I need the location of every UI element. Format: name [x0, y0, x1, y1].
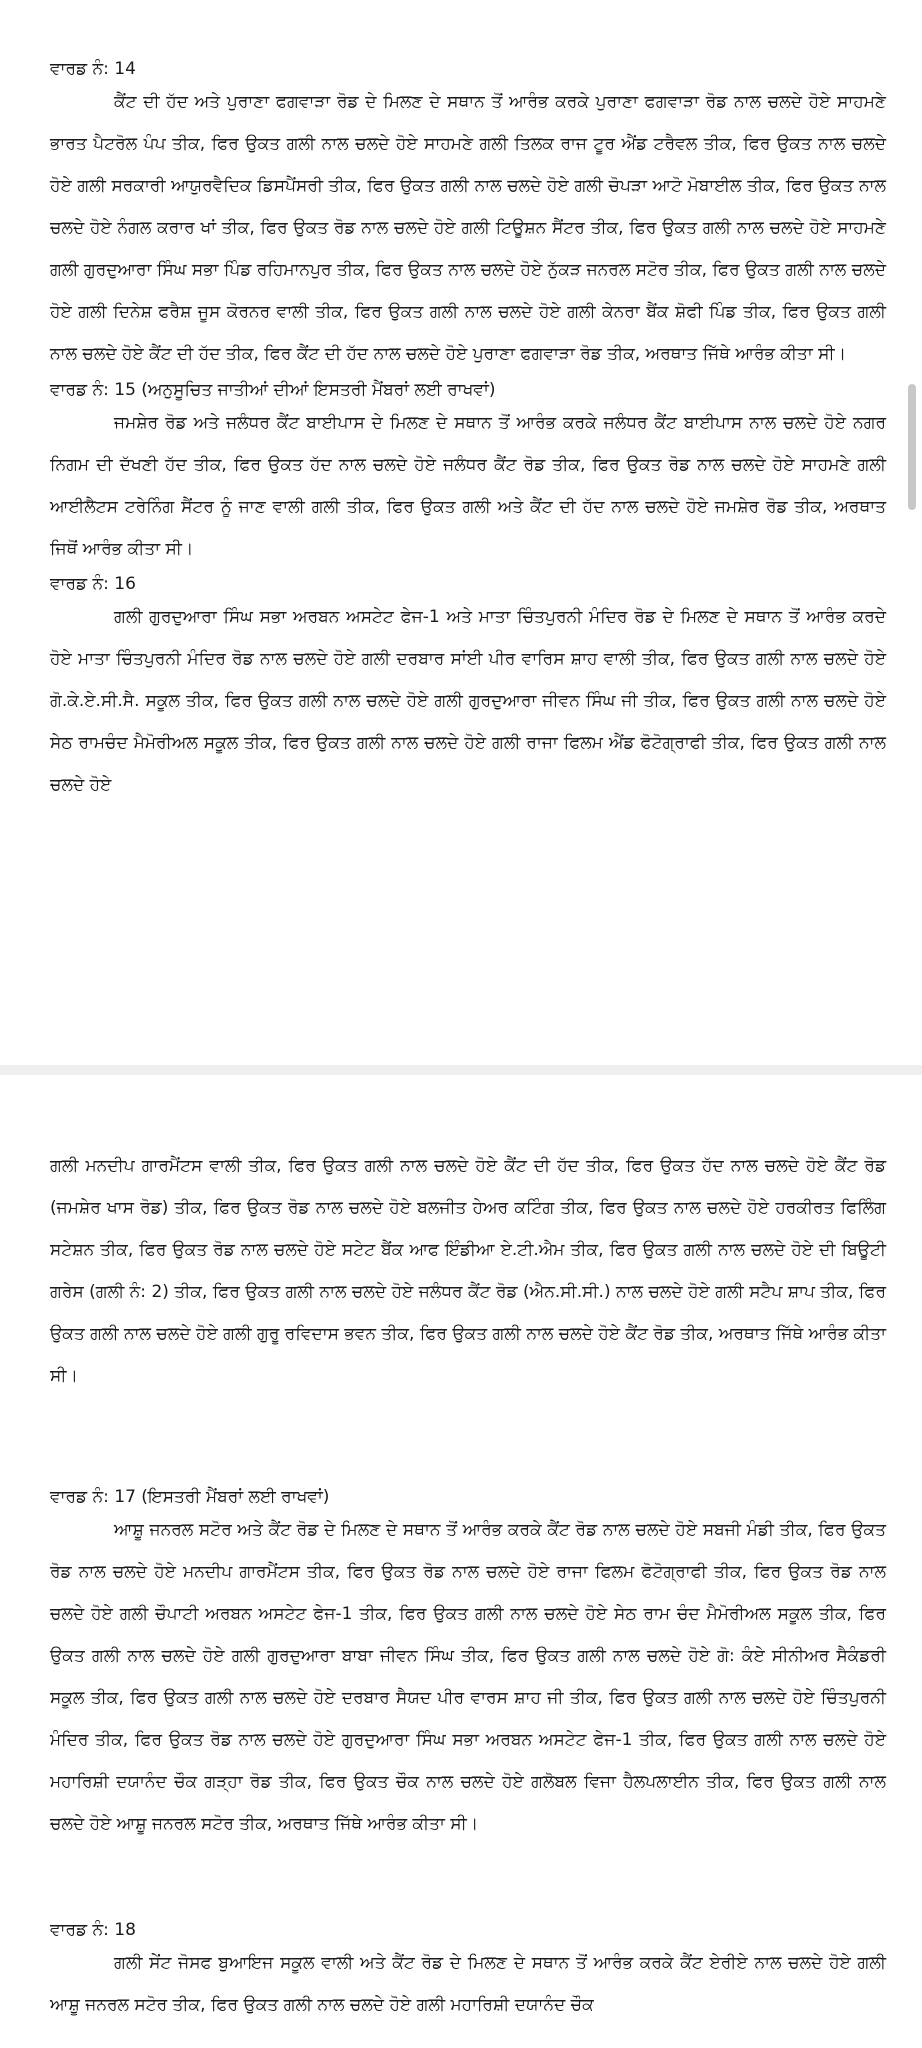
ward-14-heading: ਵਾਰਡ ਨੰ: 14	[50, 59, 136, 79]
ward-16-heading: ਵਾਰਡ ਨੰ: 16	[50, 574, 136, 594]
ward-17-heading: ਵਾਰਡ ਨੰ: 17 (ਇਸਤਰੀ ਮੈਂਬਰਾਂ ਲਈ ਰਾਖਵਾਂ)	[50, 1487, 330, 1507]
scrollbar-thumb[interactable]	[908, 384, 916, 510]
ward-15-description: ਜਮਸ਼ੇਰ ਰੋਡ ਅਤੇ ਜਲੰਧਰ ਕੈਂਟ ਬਾਈਪਾਸ ਦੇ ਮਿਲਣ ਦੇ ਸਥਾਨ ਤੋਂ ਆਰੰਭ ਕਰਕੇ ਜਲੰਧਰ ਕੈਂਟ ਬਾਈਪਾਸ ਨਾਲ ਚਲਦੇ ਹੋਏ ਨਗਰ ਨਿਗਮ ਦੀ ਦੱਖਣੀ ਹੱਦ ਤੀਕ, ਫਿਰ ਉਕਤ ਹੱਦ ਨਾਲ ਚਲਦੇ ਹੋਏ ਜਲੰਧਰ ਕੈਂਟ ਰੋਡ ਤੀਕ, ਫਿਰ ਉਕਤ ਰੋਡ ਨਾਲ ਚਲਦੇ ਹੋਏ ਸਾਹਮਣੇ ਗਲੀ ਆਈਲੈਟਸ ਟਰੇਨਿੰਗ ਸੈਂਟਰ ਨੂੰ ਜਾਣ ਵਾਲੀ ਗਲੀ ਤੀਕ, ਫਿਰ ਉਕਤ ਗਲੀ ਅਤੇ ਕੈਂਟ ਦੀ ਹੱਦ ਨਾਲ ਚਲਦੇ ਹੋਏ ਜਮਸ਼ੇਰ ਰੋਡ ਤੀਕ, ਅਰਥਾਤ ਜਿਥੋਂ ਆਰੰਭ ਕੀਤਾ ਸੀ।	[50, 413, 886, 559]
ward-16-continuation: ਗਲੀ ਮਨਦੀਪ ਗਾਰਮੈਂਟਸ ਵਾਲੀ ਤੀਕ, ਫਿਰ ਉਕਤ ਗਲੀ ਨਾਲ ਚਲਦੇ ਹੋਏ ਕੈਂਟ ਦੀ ਹੱਦ ਤੀਕ, ਫਿਰ ਉਕਤ ਹੱਦ ਨਾਲ ਚਲਦੇ ਹੋਏ ਕੈਂਟ ਰੋਡ (ਜਮਸ਼ੇਰ ਖਾਸ ਰੋਡ) ਤੀਕ, ਫਿਰ ਉਕਤ ਰੋਡ ਨਾਲ ਚਲਦੇ ਹੋਏ ਬਲਜੀਤ ਹੇਅਰ ਕਟਿੰਗ ਤੀਕ, ਫਿਰ ਉਕਤ ਨਾਲ ਚਲਦੇ ਹੋਏ ਹਰਕੀਰਤ ਫਿਲਿੰਗ ਸਟੇਸ਼ਨ ਤੀਕ, ਫਿਰ ਉਕਤ ਰੋਡ ਨਾਲ ਚਲਦੇ ਹੋਏ ਸਟੇਟ ਬੈਂਕ ਆਫ ਇੰਡੀਆ ਏ.ਟੀ.ਐਮ ਤੀਕ, ਫਿਰ ਉਕਤ ਗਲੀ ਨਾਲ ਚਲਦੇ ਹੋਏ ਦੀ ਬਿਊਟੀ ਗਰੇਸ (ਗਲੀ ਨੰ: 2) ਤੀਕ, ਫਿਰ ਉਕਤ ਗਲੀ ਨਾਲ ਚਲਦੇ ਹੋਏ ਜਲੰਧਰ ਕੈਂਟ ਰੋਡ (ਐਨ.ਸੀ.ਸੀ.) ਨਾਲ ਚਲਦੇ ਹੋਏ ਗਲੀ ਸਟੈਪ ਸ਼ਾਪ ਤੀਕ, ਫਿਰ ਉਕਤ ਗਲੀ ਨਾਲ ਚਲਦੇ ਹੋਏ ਗਲੀ ਗੁਰੂ ਰਵਿਦਾਸ ਭਵਨ ਤੀਕ, ਫਿਰ ਉਕਤ ਗਲੀ ਨਾਲ ਚਲਦੇ ਹੋਏ ਕੈਂਟ ਰੋਡ ਤੀਕ, ਅਰਥਾਤ ਜਿੱਥੇ ਆਰੰਭ ਕੀਤਾ ਸੀ।	[50, 1156, 886, 1386]
document-page-2	[0, 1075, 922, 2048]
ward-18-heading: ਵਾਰਡ ਨੰ: 18	[50, 1920, 136, 1940]
page-separator	[0, 1065, 922, 1075]
ward-14-description: ਕੈਂਟ ਦੀ ਹੱਦ ਅਤੇ ਪੁਰਾਣਾ ਫਗਵਾੜਾ ਰੋਡ ਦੇ ਮਿਲਣ ਦੇ ਸਥਾਨ ਤੋਂ ਆਰੰਭ ਕਰਕੇ ਪੁਰਾਣਾ ਫਗਵਾੜਾ ਰੋਡ ਨਾਲ ਚਲਦੇ ਹੋਏ ਸਾਹਮਣੇ ਭਾਰਤ ਪੈਟਰੋਲ ਪੰਪ ਤੀਕ, ਫਿਰ ਉਕਤ ਗਲੀ ਨਾਲ ਚਲਦੇ ਹੋਏ ਸਾਹਮਣੇ ਗਲੀ ਤਿਲਕ ਰਾਜ ਟੂਰ ਐਂਡ ਟਰੈਵਲ ਤੀਕ, ਫਿਰ ਉਕਤ ਨਾਲ ਚਲਦੇ ਹੋਏ ਗਲੀ ਸਰਕਾਰੀ ਆਯੁਰਵੈਦਿਕ ਡਿਸਪੈਂਸਰੀ ਤੀਕ, ਫਿਰ ਉਕਤ ਗਲੀ ਨਾਲ ਚਲਦੇ ਹੋਏ ਗਲੀ ਚੋਪੜਾ ਆਟੋ ਮੋਬਾਈਲ ਤੀਕ, ਫਿਰ ਉਕਤ ਨਾਲ ਚਲਦੇ ਹੋਏ ਨੰਗਲ ਕਰਾਰ ਖਾਂ ਤੀਕ, ਫਿਰ ਉਕਤ ਰੋਡ ਨਾਲ ਚਲਦੇ ਹੋਏ ਗਲੀ ਟਿਊਸ਼ਨ ਸੈਂਟਰ ਤੀਕ, ਫਿਰ ਉਕਤ ਗਲੀ ਨਾਲ ਚਲਦੇ ਹੋਏ ਸਾਹਮਣੇ ਗਲੀ ਗੁਰਦੁਆਰਾ ਸਿੰਘ ਸਭਾ ਪਿੰਡ ਰਹਿਮਾਨਪੁਰ ਤੀਕ, ਫਿਰ ਉਕਤ ਨਾਲ ਚਲਦੇ ਹੋਏ ਨੁੱਕੜ ਜਨਰਲ ਸਟੋਰ ਤੀਕ, ਫਿਰ ਉਕਤ ਗਲੀ ਨਾਲ ਚਲਦੇ ਹੋਏ ਗਲੀ ਦਿਨੇਸ਼ ਫਰੈਸ਼ ਜੂਸ ਕੋਰਨਰ ਵਾਲੀ ਤੀਕ, ਫਿਰ ਉਕਤ ਗਲੀ ਨਾਲ ਚਲਦੇ ਹੋਏ ਗਲੀ ਕੇਨਰਾ ਬੈਂਕ ਸ਼ੋਫੀ ਪਿੰਡ ਤੀਕ, ਫਿਰ ਉਕਤ ਗਲੀ ਨਾਲ ਚਲਦੇ ਹੋਏ ਕੈਂਟ ਦੀ ਹੱਦ ਤੀਕ, ਫਿਰ ਕੈਂਟ ਦੀ ਹੱਦ ਨਾਲ ਚਲਦੇ ਹੋਏ ਪੁਰਾਣਾ ਫਗਵਾੜਾ ਰੋਡ ਤੀਕ, ਅਰਥਾਤ ਜਿੱਥੇ ਆਰੰਭ ਕੀਤਾ ਸੀ।	[50, 92, 886, 364]
ward-16-description: ਗਲੀ ਗੁਰਦੁਆਰਾ ਸਿੰਘ ਸਭਾ ਅਰਬਨ ਅਸਟੇਟ ਫੇਜ-1 ਅਤੇ ਮਾਤਾ ਚਿੰਤਪੁਰਨੀ ਮੰਦਿਰ ਰੋਡ ਦੇ ਮਿਲਣ ਦੇ ਸਥਾਨ ਤੋਂ ਆਰੰਭ ਕਰਦੇ ਹੋਏ ਮਾਤਾ ਚਿੰਤਪੁਰਨੀ ਮੰਦਿਰ ਰੋਡ ਨਾਲ ਚਲਦੇ ਹੋਏ ਗਲੀ ਦਰਬਾਰ ਸਾਂਈ ਪੀਰ ਵਾਰਿਸ ਸ਼ਾਹ ਵਾਲੀ ਤੀਕ, ਫਿਰ ਉਕਤ ਗਲੀ ਨਾਲ ਚਲਦੇ ਹੋਏ ਗੋ.ਕੇ.ਏ.ਸੀ.ਸੈ. ਸਕੂਲ ਤੀਕ, ਫਿਰ ਉਕਤ ਗਲੀ ਨਾਲ ਚਲਦੇ ਹੋਏ ਗਲੀ ਗੁਰਦੁਆਰਾ ਜੀਵਨ ਸਿੰਘ ਜੀ ਤੀਕ, ਫਿਰ ਉਕਤ ਗਲੀ ਨਾਲ ਚਲਦੇ ਹੋਏ ਸੇਠ ਰਾਮਚੰਦ ਮੈਮੋਰੀਅਲ ਸਕੂਲ ਤੀਕ, ਫਿਰ ਉਕਤ ਗਲੀ ਨਾਲ ਚਲਦੇ ਹੋਏ ਗਲੀ ਰਾਜਾ ਫਿਲਮ ਐਂਡ ਫੋਟੋਗ੍ਰਾਫੀ ਤੀਕ, ਫਿਰ ਉਕਤ ਗਲੀ ਨਾਲ ਚਲਦੇ ਹੋਏ	[50, 607, 886, 795]
ward-17-description: ਆਸ਼ੂ ਜਨਰਲ ਸਟੋਰ ਅਤੇ ਕੈਂਟ ਰੋਡ ਦੇ ਮਿਲਣ ਦੇ ਸਥਾਨ ਤੋਂ ਆਰੰਭ ਕਰਕੇ ਕੈਂਟ ਰੋਡ ਨਾਲ ਚਲਦੇ ਹੋਏ ਸਬਜੀ ਮੰਡੀ ਤੀਕ, ਫਿਰ ਉਕਤ ਰੋਡ ਨਾਲ ਚਲਦੇ ਹੋਏ ਮਨਦੀਪ ਗਾਰਮੈਂਟਸ ਤੀਕ, ਫਿਰ ਉਕਤ ਰੋਡ ਨਾਲ ਚਲਦੇ ਹੋਏ ਰਾਜਾ ਫਿਲਮ ਫੋਟੋਗ੍ਰਾਫੀ ਤੀਕ, ਫਿਰ ਉਕਤ ਰੋਡ ਨਾਲ ਚਲਦੇ ਹੋਏ ਗਲੀ ਚੌਪਾਟੀ ਅਰਬਨ ਅਸਟੇਟ ਫੇਜ-1 ਤੀਕ, ਫਿਰ ਉਕਤ ਗਲੀ ਨਾਲ ਚਲਦੇ ਹੋਏ ਸੇਠ ਰਾਮ ਚੰਦ ਮੈਮੋਰੀਅਲ ਸਕੂਲ ਤੀਕ, ਫਿਰ ਉਕਤ ਗਲੀ ਨਾਲ ਚਲਦੇ ਹੋਏ ਗਲੀ ਗੁਰਦੁਆਰਾ ਬਾਬਾ ਜੀਵਨ ਸਿੰਘ ਤੀਕ, ਫਿਰ ਉਕਤ ਗਲੀ ਨਾਲ ਚਲਦੇ ਹੋਏ ਗੋ: ਕੰਏ ਸੀਨੀਅਰ ਸੈਕੰਡਰੀ ਸਕੂਲ ਤੀਕ, ਫਿਰ ਉਕਤ ਗਲੀ ਨਾਲ ਚਲਦੇ ਹੋਏ ਦਰਬਾਰ ਸੈਯਦ ਪੀਰ ਵਾਰਸ ਸ਼ਾਹ ਜੀ ਤੀਕ, ਫਿਰ ਉਕਤ ਗਲੀ ਨਾਲ ਚਲਦੇ ਹੋਏ ਚਿੰਤਪੁਰਨੀ ਮੰਦਿਰ ਤੀਕ, ਫਿਰ ਉਕਤ ਰੋਡ ਨਾਲ ਚਲਦੇ ਹੋਏ ਗੁਰਦੁਆਰਾ ਸਿੰਘ ਸਭਾ ਅਰਬਨ ਅਸਟੇਟ ਫੇਜ-1 ਤੀਕ, ਫਿਰ ਉਕਤ ਗਲੀ ਨਾਲ ਚਲਦੇ ਹੋਏ ਮਹਾਰਿਸ਼ੀ ਦਯਾਨੰਦ ਚੌਕ ਗੜ੍ਹਾ ਰੋਡ ਤੀਕ, ਫਿਰ ਉਕਤ ਚੌਕ ਨਾਲ ਚਲਦੇ ਹੋਏ ਗਲੋਬਲ ਵਿਜਾ ਹੈਲਪਲਾਈਨ ਤੀਕ, ਫਿਰ ਉਕਤ ਗਲੀ ਨਾਲ ਚਲਦੇ ਹੋਏ ਆਸ਼ੂ ਜਨਰਲ ਸਟੋਰ ਤੀਕ, ਅਰਥਾਤ ਜਿੱਥੇ ਆਰੰਭ ਕੀਤਾ ਸੀ।	[50, 1520, 886, 1834]
ward-18-description: ਗਲੀ ਸੇਂਟ ਜੋਸਫ ਬੁਆਇਜ ਸਕੂਲ ਵਾਲੀ ਅਤੇ ਕੈਂਟ ਰੋਡ ਦੇ ਮਿਲਣ ਦੇ ਸਥਾਨ ਤੋਂ ਆਰੰਭ ਕਰਕੇ ਕੈਂਟ ਏਰੀਏ ਨਾਲ ਚਲਦੇ ਹੋਏ ਗਲੀ ਆਸ਼ੂ ਜਨਰਲ ਸਟੋਰ ਤੀਕ, ਫਿਰ ਉਕਤ ਗਲੀ ਨਾਲ ਚਲਦੇ ਹੋਏ ਗਲੀ ਮਹਾਰਿਸ਼ੀ ਦਯਾਨੰਦ ਚੌਕ	[50, 1953, 886, 2015]
ward-15-heading: ਵਾਰਡ ਨੰ: 15 (ਅਨੁਸੂਚਿਤ ਜਾਤੀਆਂ ਦੀਆਂ ਇਸਤਰੀ ਮੈਂਬਰਾਂ ਲਈ ਰਾਖਵਾਂ)	[50, 380, 496, 400]
